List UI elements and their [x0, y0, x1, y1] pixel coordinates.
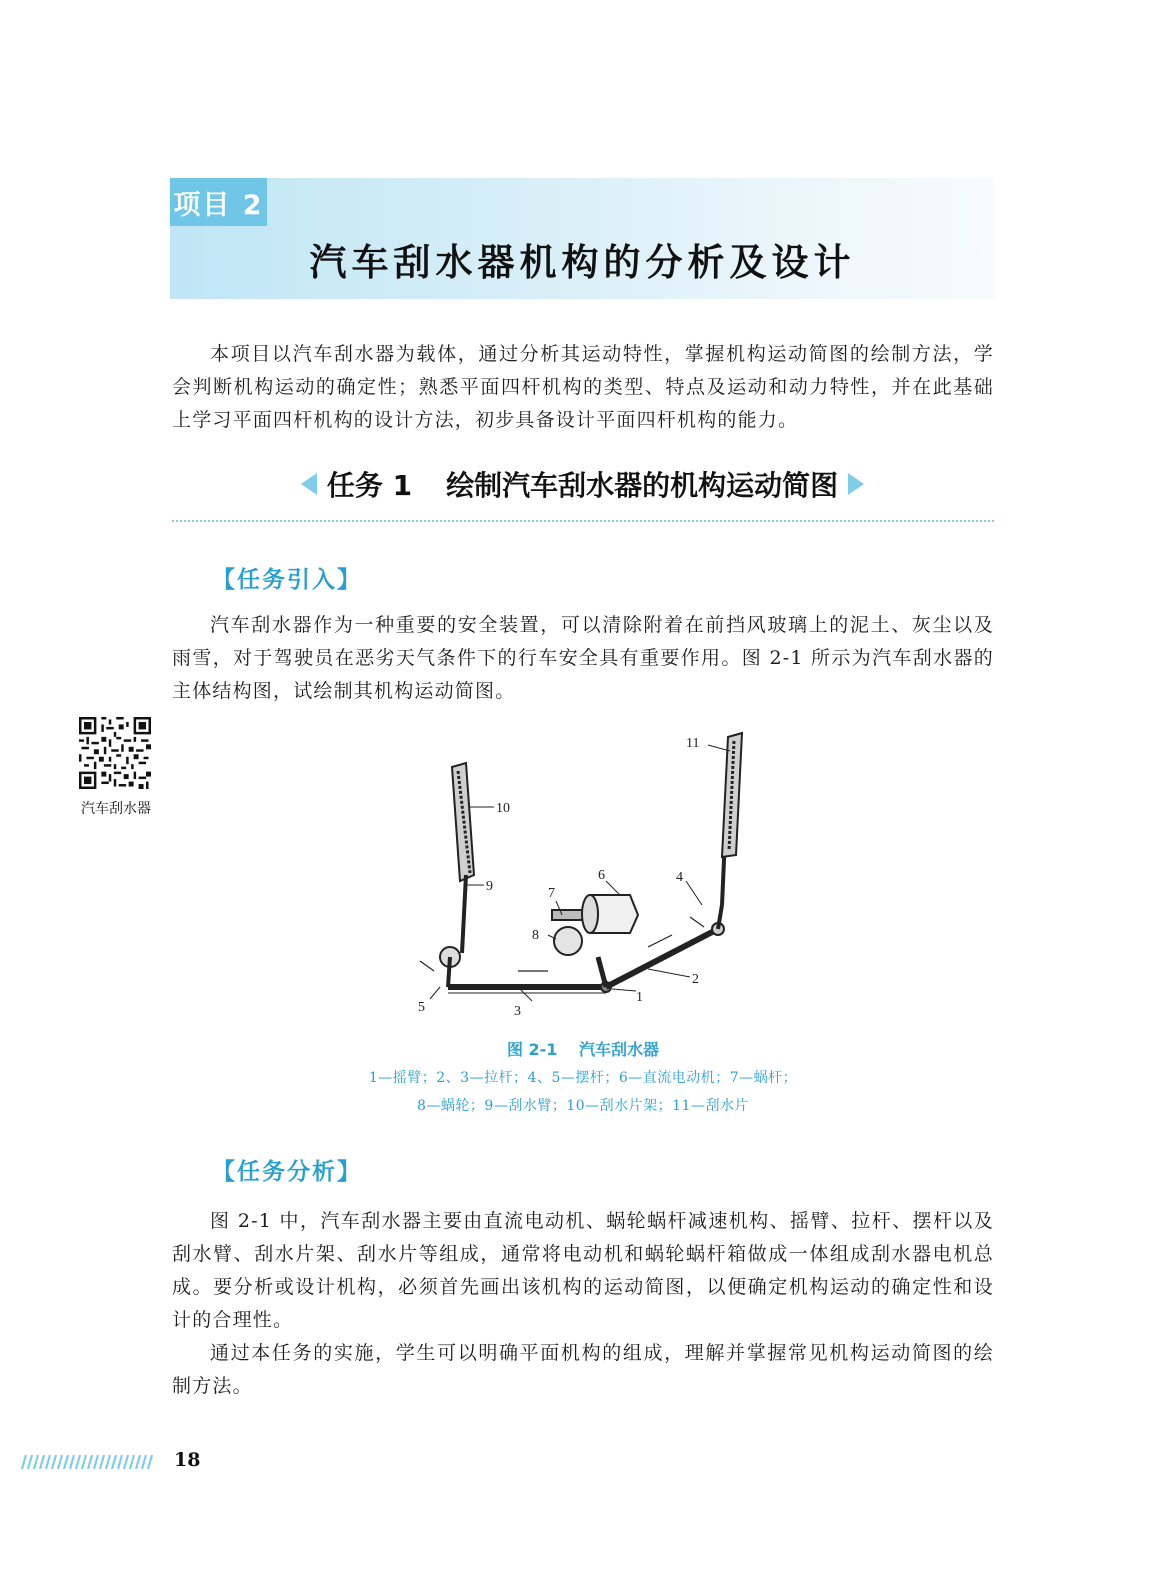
part-label-5: 5: [418, 1000, 425, 1015]
figure-title: 汽车刮水器: [579, 1040, 660, 1059]
section-label-intro: 【任务引入】: [212, 567, 362, 593]
part-label-10: 10: [496, 801, 510, 816]
part-label-11: 11: [686, 736, 700, 751]
part-label-3: 3: [514, 1004, 521, 1019]
right-wiper-blade: [722, 733, 742, 857]
part-label-7: 7: [548, 886, 555, 901]
project-title: 汽车刮水器机构的分析及设计: [309, 241, 856, 284]
wiper-mechanism-figure: [400, 725, 760, 1025]
figure-legend-line-1: 1—摇臂；2、3—拉杆；4、5—摆杆；6—直流电动机；7—蜗杆；: [368, 1070, 798, 1086]
figure-legend-line-2: 8—蜗轮；9—刮水臂；10—刮水片架；11—刮水片: [417, 1098, 749, 1114]
qr-code[interactable]: [79, 717, 151, 789]
triangle-right-icon: [848, 473, 864, 495]
page-number: 18: [174, 1449, 201, 1471]
task-analysis-paragraphs: [172, 1205, 994, 1403]
project-tag: 项目 2: [170, 178, 267, 226]
part-label-9: 9: [486, 879, 493, 894]
intro-paragraph: [172, 338, 994, 437]
task-number: 任务 1: [326, 469, 413, 502]
connecting-rod-2: [606, 929, 718, 987]
task-title: 绘制汽车刮水器的机构运动简图: [446, 469, 839, 502]
analysis-paragraph-2: 通过本任务的实施，学生可以明确平面机构的组成，理解并掌握常见机构运动简图的绘制方法。: [172, 1342, 994, 1397]
figure-number: 图 2-1: [506, 1040, 558, 1059]
rocker-1: [598, 957, 606, 987]
qr-caption: 汽车刮水器: [81, 801, 151, 817]
figure-caption: [172, 1037, 994, 1060]
section-label-analysis: 【任务分析】: [212, 1159, 362, 1185]
triangle-left-icon: [301, 473, 317, 495]
part-label-8: 8: [532, 928, 539, 943]
intro-text: 本项目以汽车刮水器为载体，通过分析其运动特性，掌握机构运动简图的绘制方法，学会判断机构运动的确定性；熟悉平面四杆机构的类型、特点及运动和动力特性，并在此基础上学习平面四杆机构的设计方法，初步具备设计平面四杆机构的能力。: [172, 343, 994, 431]
task-intro-paragraph: [172, 609, 994, 708]
task-intro-text: 汽车刮水器作为一种重要的安全装置，可以清除附着在前挡风玻璃上的泥土、灰尘以及雨雪，对于驾驶员在恶劣天气条件下的行车安全具有重要作用。图 2-1 所示为汽车刮水器的主体结构图，试绘制其机构运动简图。: [172, 614, 994, 702]
worm-wheel-8: [554, 927, 582, 955]
part-label-2: 2: [692, 972, 699, 987]
left-wiper-arm: [462, 875, 466, 953]
part-label-1: 1: [636, 990, 643, 1005]
dotted-divider: [172, 520, 994, 522]
task-heading: [170, 462, 995, 506]
part-label-4: 4: [676, 870, 683, 885]
footer-stripes: [18, 1455, 158, 1469]
part-label-6: 6: [598, 868, 605, 883]
analysis-paragraph-1: 图 2-1 中，汽车刮水器主要由直流电动机、蜗轮蜗杆减速机构、摇臂、拉杆、摆杆以及刮水臂、刮水片架、刮水片等组成，通常将电动机和蜗轮蜗杆箱做成一体组成刮水器电机总成。要分析或设计机构，必须首先画出该机构的运动简图，以便确定机构运动的确定性和设计的合理性。: [172, 1210, 994, 1331]
swing-lever-5: [448, 957, 450, 987]
